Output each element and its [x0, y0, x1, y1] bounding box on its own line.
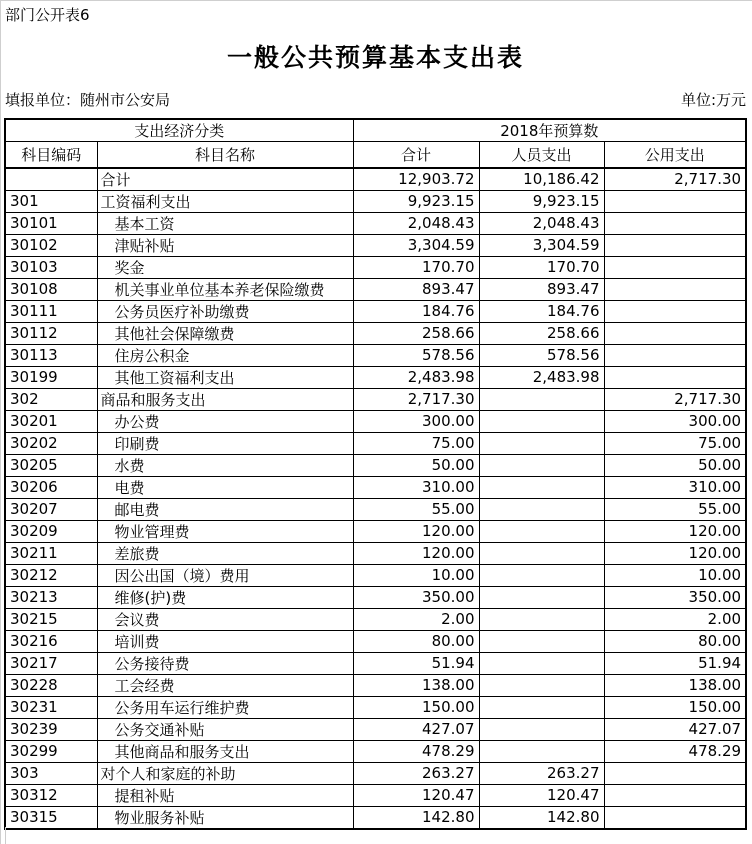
table-row	[5, 234, 746, 256]
public-expense-cell: 2,717.30	[604, 388, 746, 410]
total-cell: 2,048.43	[353, 212, 479, 234]
subject-code-cell: 30231	[5, 696, 97, 718]
header-total: 合计	[353, 142, 479, 168]
subject-name-cell: 差旅费	[97, 542, 353, 564]
table-row	[5, 190, 746, 212]
public-expense-cell: 51.94	[604, 652, 746, 674]
public-expense-cell: 300.00	[604, 410, 746, 432]
table-row	[5, 454, 746, 476]
subject-name-cell: 津贴补贴	[97, 234, 353, 256]
personnel-expense-cell: 258.66	[479, 322, 604, 344]
subject-code-cell: 30211	[5, 542, 97, 564]
total-cell: 300.00	[353, 410, 479, 432]
subject-code-cell: 30216	[5, 630, 97, 652]
public-expense-cell: 2.00	[604, 608, 746, 630]
public-expense-cell	[604, 784, 746, 806]
total-cell: 310.00	[353, 476, 479, 498]
subject-name-cell: 工会经费	[97, 674, 353, 696]
public-expense-cell	[604, 344, 746, 366]
subject-code-cell: 30206	[5, 476, 97, 498]
total-cell: 258.66	[353, 322, 479, 344]
total-cell: 138.00	[353, 674, 479, 696]
table-row	[5, 696, 746, 718]
header-subject-name: 科目名称	[97, 142, 353, 168]
personnel-expense-cell: 263.27	[479, 762, 604, 784]
total-cell: 578.56	[353, 344, 479, 366]
table-row	[5, 542, 746, 564]
total-cell: 120.00	[353, 542, 479, 564]
subject-name-cell: 印刷费	[97, 432, 353, 454]
table-body	[5, 168, 746, 829]
total-cell: 2.00	[353, 608, 479, 630]
personnel-expense-cell	[479, 564, 604, 586]
personnel-expense-cell	[479, 498, 604, 520]
table-row	[5, 344, 746, 366]
subject-code-cell: 30299	[5, 740, 97, 762]
table-row	[5, 520, 746, 542]
subject-name-cell: 物业管理费	[97, 520, 353, 542]
subject-code-cell: 30103	[5, 256, 97, 278]
table-row	[5, 256, 746, 278]
total-cell: 9,923.15	[353, 190, 479, 212]
total-cell: 120.00	[353, 520, 479, 542]
subject-code-cell: 30215	[5, 608, 97, 630]
total-cell: 263.27	[353, 762, 479, 784]
public-expense-cell: 478.29	[604, 740, 746, 762]
table-row	[5, 718, 746, 740]
table-row	[5, 168, 746, 191]
personnel-expense-cell: 3,304.59	[479, 234, 604, 256]
header-subject-code: 科目编码	[5, 142, 97, 168]
subject-name-cell: 工资福利支出	[97, 190, 353, 212]
personnel-expense-cell: 893.47	[479, 278, 604, 300]
public-expense-cell: 10.00	[604, 564, 746, 586]
total-cell: 80.00	[353, 630, 479, 652]
subject-name-cell: 公务员医疗补助缴费	[97, 300, 353, 322]
personnel-expense-cell	[479, 586, 604, 608]
subject-code-cell: 30209	[5, 520, 97, 542]
table-row	[5, 366, 746, 388]
table-row	[5, 586, 746, 608]
personnel-expense-cell: 2,048.43	[479, 212, 604, 234]
personnel-expense-cell	[479, 652, 604, 674]
personnel-expense-cell	[479, 520, 604, 542]
public-expense-cell: 75.00	[604, 432, 746, 454]
personnel-expense-cell	[479, 630, 604, 652]
total-cell: 893.47	[353, 278, 479, 300]
total-cell: 2,717.30	[353, 388, 479, 410]
subject-code-cell: 30315	[5, 806, 97, 829]
total-cell: 427.07	[353, 718, 479, 740]
table-row	[5, 322, 746, 344]
subject-name-cell: 办公费	[97, 410, 353, 432]
header-expense-classification: 支出经济分类	[5, 119, 353, 142]
total-cell: 75.00	[353, 432, 479, 454]
table-row	[5, 432, 746, 454]
table-row	[5, 388, 746, 410]
subject-code-cell: 30239	[5, 718, 97, 740]
public-expense-cell: 2,717.30	[604, 168, 746, 191]
subject-name-cell: 公务交通补贴	[97, 718, 353, 740]
subject-code-cell	[5, 168, 97, 191]
table-row	[5, 740, 746, 762]
subject-name-cell: 会议费	[97, 608, 353, 630]
public-expense-cell	[604, 234, 746, 256]
subject-code-cell: 303	[5, 762, 97, 784]
header-personnel-expense: 人员支出	[479, 142, 604, 168]
public-expense-cell: 138.00	[604, 674, 746, 696]
subject-name-cell: 合计	[97, 168, 353, 191]
table-row	[5, 476, 746, 498]
table-row	[5, 806, 746, 829]
subject-name-cell: 公务用车运行维护费	[97, 696, 353, 718]
personnel-expense-cell	[479, 740, 604, 762]
total-cell: 120.47	[353, 784, 479, 806]
personnel-expense-cell: 170.70	[479, 256, 604, 278]
personnel-expense-cell	[479, 608, 604, 630]
personnel-expense-cell	[479, 388, 604, 410]
table-row	[5, 212, 746, 234]
subject-name-cell: 基本工资	[97, 212, 353, 234]
public-expense-cell: 80.00	[604, 630, 746, 652]
total-cell: 3,304.59	[353, 234, 479, 256]
personnel-expense-cell: 9,923.15	[479, 190, 604, 212]
total-cell: 55.00	[353, 498, 479, 520]
total-cell: 12,903.72	[353, 168, 479, 191]
subject-name-cell: 对个人和家庭的补助	[97, 762, 353, 784]
subject-code-cell: 30207	[5, 498, 97, 520]
public-expense-cell: 150.00	[604, 696, 746, 718]
personnel-expense-cell	[479, 696, 604, 718]
subject-code-cell: 30228	[5, 674, 97, 696]
public-expense-cell: 120.00	[604, 542, 746, 564]
subject-code-cell: 30217	[5, 652, 97, 674]
table-row	[5, 630, 746, 652]
public-expense-cell	[604, 762, 746, 784]
grid-line-below-table	[5, 827, 6, 844]
header-public-expense: 公用支出	[604, 142, 746, 168]
reporting-unit-label: 填报单位：随州市公安局	[5, 91, 171, 109]
subject-name-cell: 其他商品和服务支出	[97, 740, 353, 762]
subject-name-cell: 维修(护)费	[97, 586, 353, 608]
personnel-expense-cell	[479, 410, 604, 432]
personnel-expense-cell: 184.76	[479, 300, 604, 322]
public-expense-cell: 310.00	[604, 476, 746, 498]
subject-name-cell: 其他工资福利支出	[97, 366, 353, 388]
public-expense-cell	[604, 300, 746, 322]
budget-table	[4, 118, 747, 830]
public-expense-cell	[604, 190, 746, 212]
total-cell: 350.00	[353, 586, 479, 608]
subject-code-cell: 30108	[5, 278, 97, 300]
public-expense-cell: 50.00	[604, 454, 746, 476]
table-row	[5, 498, 746, 520]
subject-code-cell: 302	[5, 388, 97, 410]
header-2018-budget: 2018年预算数	[353, 119, 746, 142]
meta-row	[5, 91, 746, 110]
public-expense-cell: 350.00	[604, 586, 746, 608]
subject-name-cell: 因公出国（境）费用	[97, 564, 353, 586]
table-row	[5, 410, 746, 432]
page-title: 一般公共预算基本支出表	[226, 43, 524, 72]
subject-name-cell: 其他社会保障缴费	[97, 322, 353, 344]
subject-name-cell: 商品和服务支出	[97, 388, 353, 410]
total-cell: 478.29	[353, 740, 479, 762]
subject-code-cell: 30113	[5, 344, 97, 366]
subject-name-cell: 提租补贴	[97, 784, 353, 806]
subject-name-cell: 物业服务补贴	[97, 806, 353, 829]
subject-code-cell: 30111	[5, 300, 97, 322]
public-expense-cell	[604, 278, 746, 300]
personnel-expense-cell: 142.80	[479, 806, 604, 829]
subject-name-cell: 住房公积金	[97, 344, 353, 366]
header-group-row	[5, 119, 746, 142]
subject-code-cell: 30101	[5, 212, 97, 234]
total-cell: 10.00	[353, 564, 479, 586]
personnel-expense-cell: 578.56	[479, 344, 604, 366]
subject-code-cell: 301	[5, 190, 97, 212]
subject-code-cell: 30201	[5, 410, 97, 432]
subject-code-cell: 30102	[5, 234, 97, 256]
public-expense-cell	[604, 212, 746, 234]
subject-code-cell: 30112	[5, 322, 97, 344]
total-cell: 184.76	[353, 300, 479, 322]
unit-note-label: 单位:万元	[680, 91, 746, 109]
subject-code-cell: 30202	[5, 432, 97, 454]
personnel-expense-cell: 10,186.42	[479, 168, 604, 191]
subject-code-cell: 30212	[5, 564, 97, 586]
subject-name-cell: 培训费	[97, 630, 353, 652]
subject-name-cell: 邮电费	[97, 498, 353, 520]
table-row	[5, 762, 746, 784]
table-row	[5, 300, 746, 322]
personnel-expense-cell	[479, 476, 604, 498]
subject-name-cell: 公务接待费	[97, 652, 353, 674]
subject-name-cell: 电费	[97, 476, 353, 498]
personnel-expense-cell	[479, 718, 604, 740]
table-row	[5, 674, 746, 696]
total-cell: 170.70	[353, 256, 479, 278]
header-columns-row	[5, 142, 746, 168]
corner-label: 部门公开表6	[5, 6, 90, 24]
personnel-expense-cell	[479, 454, 604, 476]
table-row	[5, 608, 746, 630]
personnel-expense-cell	[479, 674, 604, 696]
subject-code-cell: 30199	[5, 366, 97, 388]
subject-code-cell: 30205	[5, 454, 97, 476]
subject-code-cell: 30213	[5, 586, 97, 608]
personnel-expense-cell: 120.47	[479, 784, 604, 806]
table-row	[5, 784, 746, 806]
table-row	[5, 278, 746, 300]
public-expense-cell	[604, 806, 746, 829]
subject-code-cell: 30312	[5, 784, 97, 806]
total-cell: 142.80	[353, 806, 479, 829]
public-expense-cell: 427.07	[604, 718, 746, 740]
public-expense-cell	[604, 322, 746, 344]
total-cell: 50.00	[353, 454, 479, 476]
total-cell: 51.94	[353, 652, 479, 674]
table-row	[5, 652, 746, 674]
public-expense-cell	[604, 366, 746, 388]
personnel-expense-cell: 2,483.98	[479, 366, 604, 388]
subject-name-cell: 机关事业单位基本养老保险缴费	[97, 278, 353, 300]
total-cell: 150.00	[353, 696, 479, 718]
total-cell: 2,483.98	[353, 366, 479, 388]
page-edge-top	[0, 0, 752, 1]
subject-name-cell: 奖金	[97, 256, 353, 278]
subject-name-cell: 水费	[97, 454, 353, 476]
public-expense-cell: 55.00	[604, 498, 746, 520]
public-expense-cell	[604, 256, 746, 278]
personnel-expense-cell	[479, 542, 604, 564]
page-edge-left	[0, 0, 1, 844]
public-expense-cell: 120.00	[604, 520, 746, 542]
personnel-expense-cell	[479, 432, 604, 454]
table-row	[5, 564, 746, 586]
